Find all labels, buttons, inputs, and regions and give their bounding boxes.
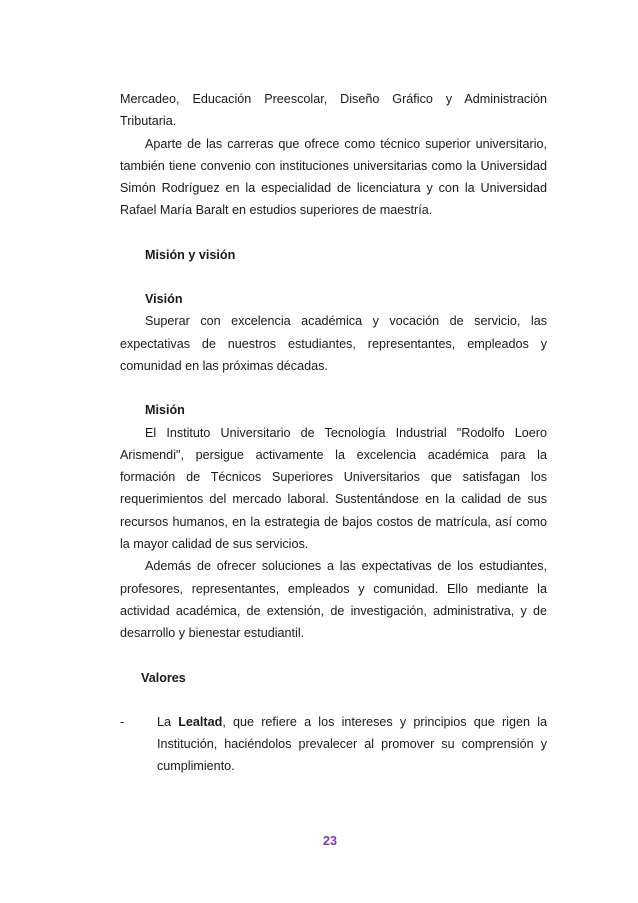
valor-prefix: La — [157, 714, 179, 729]
spacer — [120, 222, 547, 244]
heading-vision: Visión — [145, 292, 183, 307]
spacer — [120, 645, 547, 667]
valor-term: Lealtad — [178, 714, 223, 729]
heading-mision: Misión — [145, 403, 185, 418]
list-item-lealtad — [120, 711, 547, 778]
page-number: 23 — [322, 834, 337, 848]
spacer — [120, 689, 547, 711]
paragraph-mision-2: Además de ofrecer soluciones a las expectativas de los estudiantes, profesores, representantes, empleados y comunidad. Ello mediante la actividad académica, de extensión, de investigación, administrativa, y de desarrollo y bienestar estudiantil. — [120, 559, 547, 641]
spacer — [120, 377, 547, 399]
valor-description: , que refiere a los intereses y principios que rigen la Institución, haciéndolos prevalecer al promover su comprensión y cumplimiento. — [157, 714, 547, 774]
bullet-dash: - — [120, 714, 125, 729]
heading-valores: Valores — [141, 670, 186, 685]
paragraph-vision: Superar con excelencia académica y vocación de servicio, las expectativas de nuestros estudiantes, representantes, empleados y comunidad en las próximas décadas. — [120, 314, 547, 373]
spacer — [120, 266, 547, 288]
page-body — [120, 88, 547, 778]
list-item-text — [157, 711, 547, 778]
paragraph-mision: El Instituto Universitario de Tecnología Industrial "Rodolfo Loero Arismendi", persigue activamente la excelencia académica para la formación de Técnicos Superiores Universitarios que satisfagan los requerimientos del mercado laboral. Sustentándose en la calidad de sus recursos humanos, en la estrategia de bajos costos de matrícula, así como la mayor calidad de sus servicios. — [120, 425, 547, 552]
paragraph-carreras-end: Mercadeo, Educación Preescolar, Diseño Gráfico y Administración Tributaria. — [120, 92, 547, 129]
paragraph-convenios: Aparte de las carreras que ofrece como técnico superior universitario, también tiene convenio con instituciones universitarias como la Universidad Simón Rodríguez en la especialidad de licenciatura y con la Universidad Rafael María Baralt en estudios superiores de maestría. — [120, 136, 547, 218]
heading-mision-vision: Misión y visión — [145, 247, 236, 262]
